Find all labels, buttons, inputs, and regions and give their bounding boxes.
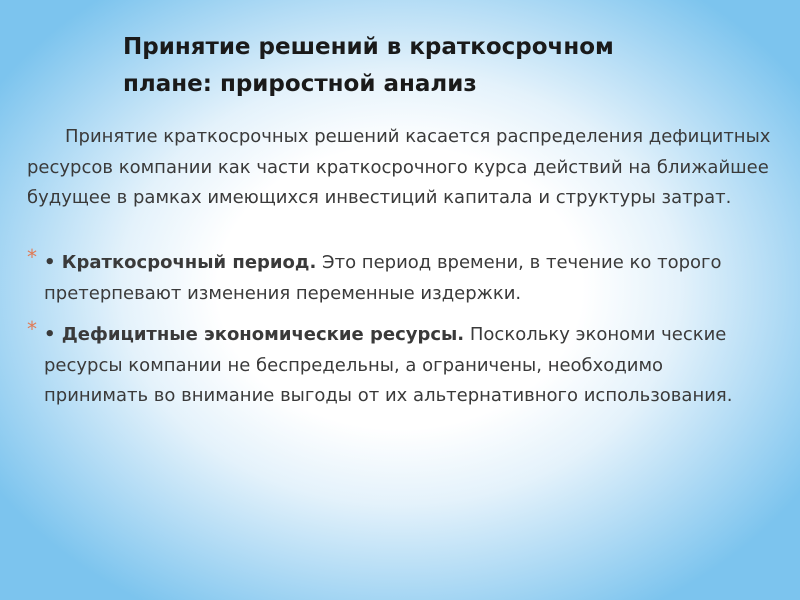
bullet-term: • Дефицитные экономические ресурсы. bbox=[44, 324, 465, 345]
bullet-asterisk-icon: * bbox=[27, 317, 37, 341]
bullet-text: Поскольку экономи ческие ресурсы компании не беспредельны, а ограничены, необходимо принимать во внимание выгоды от их альтернативного использования. bbox=[44, 324, 733, 406]
bullet-item-scarce-resources bbox=[27, 317, 772, 412]
slide-title bbox=[123, 29, 743, 103]
intro-paragraph: Принятие краткосрочных решений касается распределения дефицитных ресурсов компании как части краткосрочного курса действий на ближайшее будущее в рамках имеющихся инвестиций капитала и структуры затрат. bbox=[27, 126, 771, 208]
slide-title-line-1: Принятие решений в краткосрочном bbox=[123, 34, 614, 60]
bullet-asterisk-icon: * bbox=[27, 245, 37, 269]
bullet-item-short-term-period bbox=[27, 245, 772, 309]
bullet-text: Это период времени, в течение ко торого претерпевают изменения переменные издержки. bbox=[44, 252, 722, 304]
bullet-term: • Краткосрочный период. bbox=[44, 252, 317, 273]
slide-title-line-2: плане: приростной анализ bbox=[123, 71, 477, 97]
